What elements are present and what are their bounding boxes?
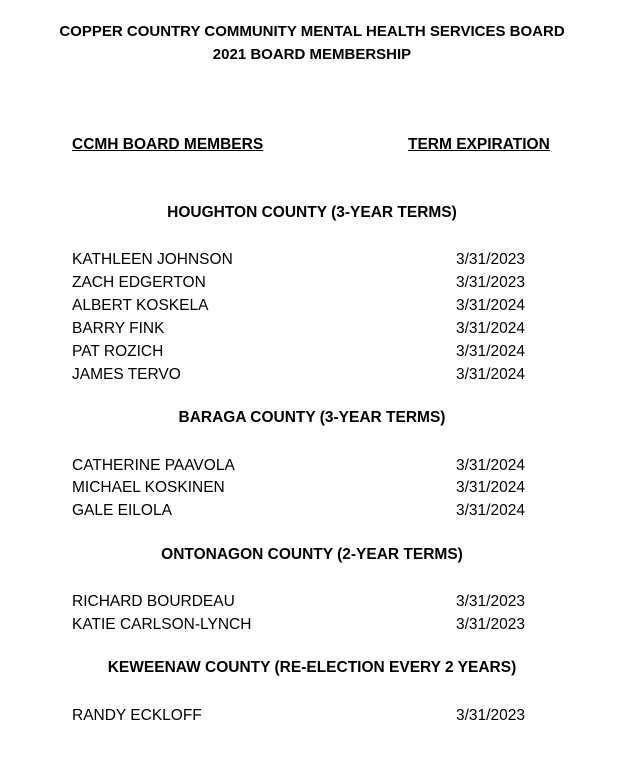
term-expiration: 3/31/2024 xyxy=(456,502,525,519)
member-name: PAT ROZICH xyxy=(72,343,164,360)
member-name: RICHARD BOURDEAU xyxy=(72,593,235,610)
term-expiration: 3/31/2023 xyxy=(456,707,525,724)
member-name: ALBERT KOSKELA xyxy=(72,297,209,314)
member-row xyxy=(72,249,552,271)
member-row xyxy=(72,591,552,613)
member-name: KATIE CARLSON-LYNCH xyxy=(72,616,252,633)
term-expiration: 3/31/2024 xyxy=(456,320,525,337)
members-column-header: CCMH BOARD MEMBERS xyxy=(72,136,264,153)
term-expiration: 3/31/2024 xyxy=(456,457,525,474)
member-name: BARRY FINK xyxy=(72,320,165,337)
term-expiration: 3/31/2024 xyxy=(456,297,525,314)
member-row xyxy=(72,455,552,477)
term-expiration: 3/31/2024 xyxy=(456,479,525,496)
member-row xyxy=(72,614,552,636)
county-heading-ontonagon: ONTONAGON COUNTY (2-YEAR TERMS) xyxy=(161,546,463,563)
document-title: COPPER COUNTRY COMMUNITY MENTAL HEALTH SERVICES BOARD xyxy=(59,23,565,40)
term-expiration: 3/31/2023 xyxy=(456,251,525,268)
term-expiration: 3/31/2023 xyxy=(456,616,525,633)
member-row xyxy=(72,500,552,522)
member-name: JAMES TERVO xyxy=(72,366,181,383)
member-name: CATHERINE PAAVOLA xyxy=(72,457,235,474)
term-column-header: TERM EXPIRATION xyxy=(408,136,550,153)
member-name: MICHAEL KOSKINEN xyxy=(72,479,225,496)
member-row xyxy=(72,272,552,294)
county-heading-baraga: BARAGA COUNTY (3-YEAR TERMS) xyxy=(178,409,446,426)
member-row xyxy=(72,364,552,386)
county-heading-keweenaw: KEWEENAW COUNTY (RE-ELECTION EVERY 2 YEARS) xyxy=(107,659,517,676)
member-name: GALE EILOLA xyxy=(72,502,172,519)
member-row xyxy=(72,295,552,317)
term-expiration: 3/31/2024 xyxy=(456,366,525,383)
term-expiration: 3/31/2023 xyxy=(456,593,525,610)
term-expiration: 3/31/2023 xyxy=(456,274,525,291)
term-expiration: 3/31/2024 xyxy=(456,343,525,360)
member-row xyxy=(72,318,552,340)
member-row xyxy=(72,705,552,727)
member-name: ZACH EDGERTON xyxy=(72,274,206,291)
member-name: RANDY ECKLOFF xyxy=(72,707,202,724)
county-heading-houghton: HOUGHTON COUNTY (3-YEAR TERMS) xyxy=(167,204,457,221)
member-name: KATHLEEN JOHNSON xyxy=(72,251,233,268)
member-row xyxy=(72,341,552,363)
document-subtitle: 2021 BOARD MEMBERSHIP xyxy=(212,46,412,63)
member-row xyxy=(72,477,552,499)
